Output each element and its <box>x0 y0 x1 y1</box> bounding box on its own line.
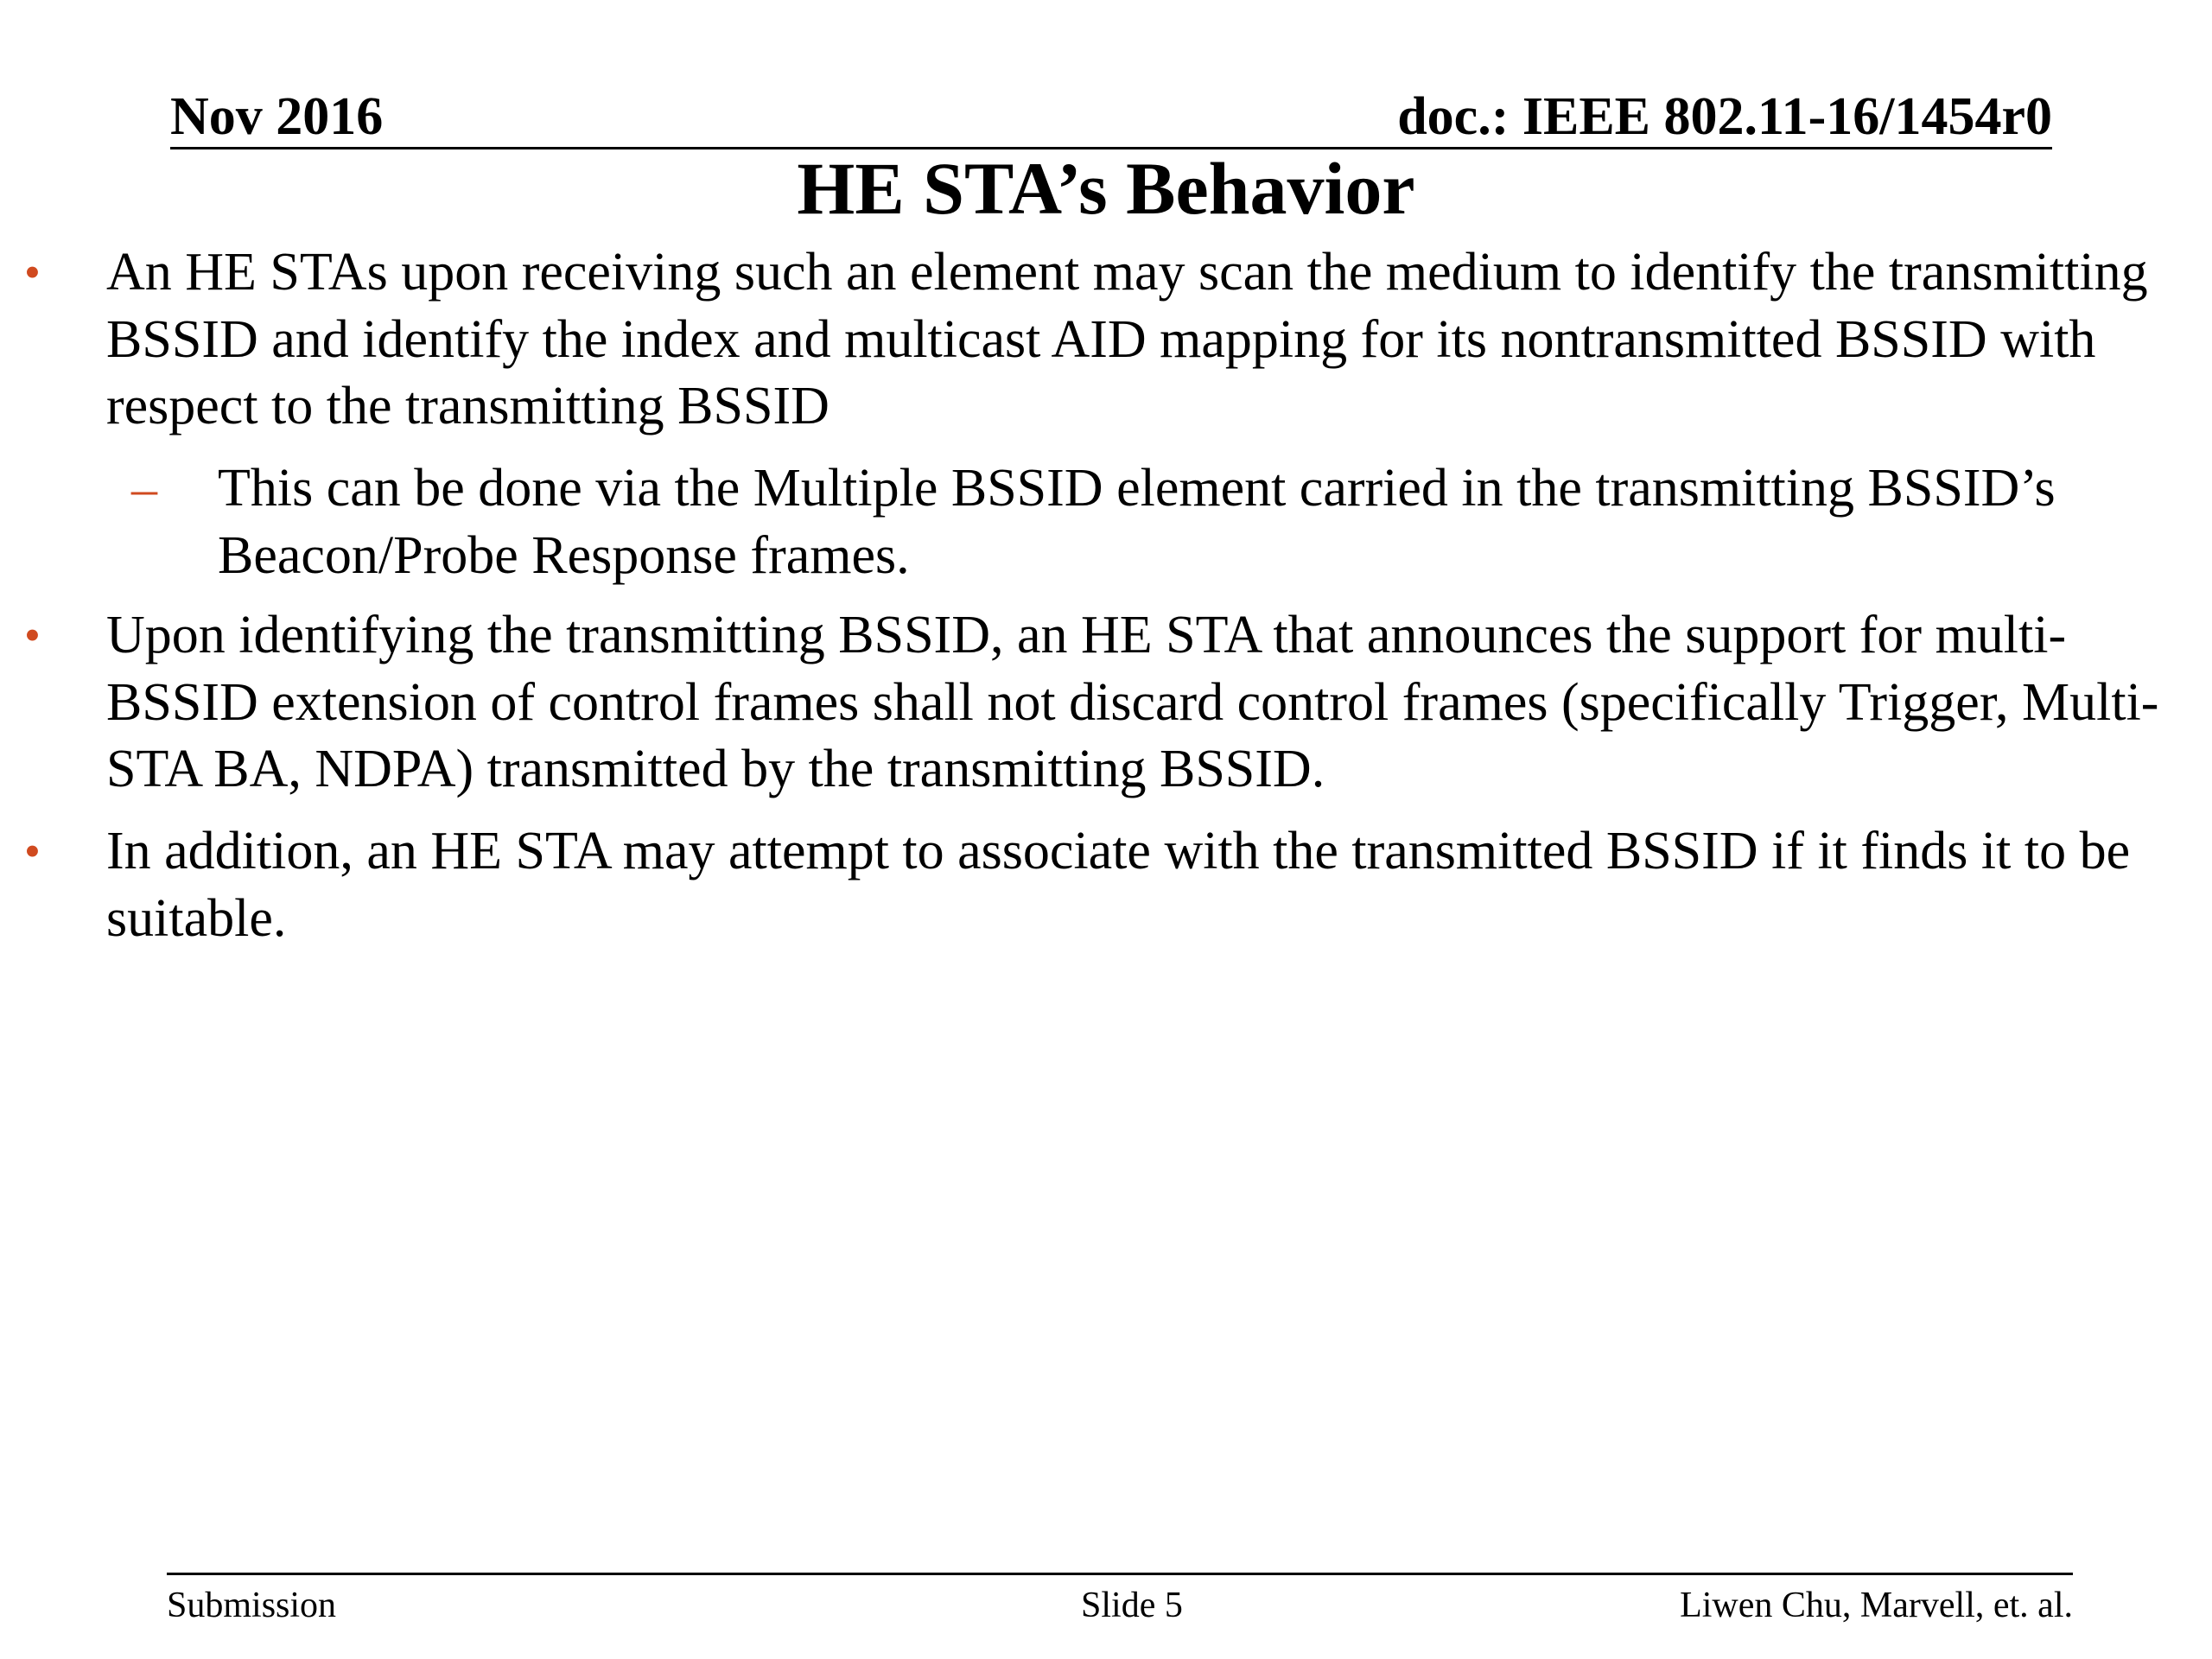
bullet-text: In addition, an HE STA may attempt to associate with the transmitted BSSID if it finds it to be suitable. <box>106 822 2131 948</box>
slide-header <box>170 86 2052 149</box>
header-doc-id: doc.: IEEE 802.11-16/1454r0 <box>1397 87 2052 146</box>
bullet-marker: • <box>24 246 41 298</box>
slide-footer <box>167 1573 2073 1627</box>
bullet-text: Upon identifying the transmitting BSSID, an HE STA that announces the support for multi-BSSID extension of control frames shall not discard control frames (specifically Trigger, Multi-STA BA, NDPA) transmitted by the transmitting BSSID. <box>106 606 2159 798</box>
dash-marker: – <box>131 460 157 517</box>
sub-bullet-text: This can be done via the Multiple BSSID element carried in the transmitting BSSID’s Beacon/Probe Response frames. <box>218 459 2056 585</box>
slide-title: HE STA’s Behavior <box>797 147 1415 230</box>
bullet-marker: • <box>24 825 41 877</box>
footer-submission: Submission <box>167 1586 337 1625</box>
footer-author: Liwen Chu, Marvell, et. al. <box>1680 1586 2073 1625</box>
header-date: Nov 2016 <box>170 87 384 146</box>
bullet-marker: • <box>24 609 41 661</box>
footer-slide-number: Slide 5 <box>1081 1586 1183 1625</box>
bullet-text: An HE STAs upon receiving such an element may scan the medium to identify the transmitting BSSID and identify the index and multicast AID mapping for its nontransmitted BSSID with respect to the transmitting BSSID <box>106 243 2148 435</box>
